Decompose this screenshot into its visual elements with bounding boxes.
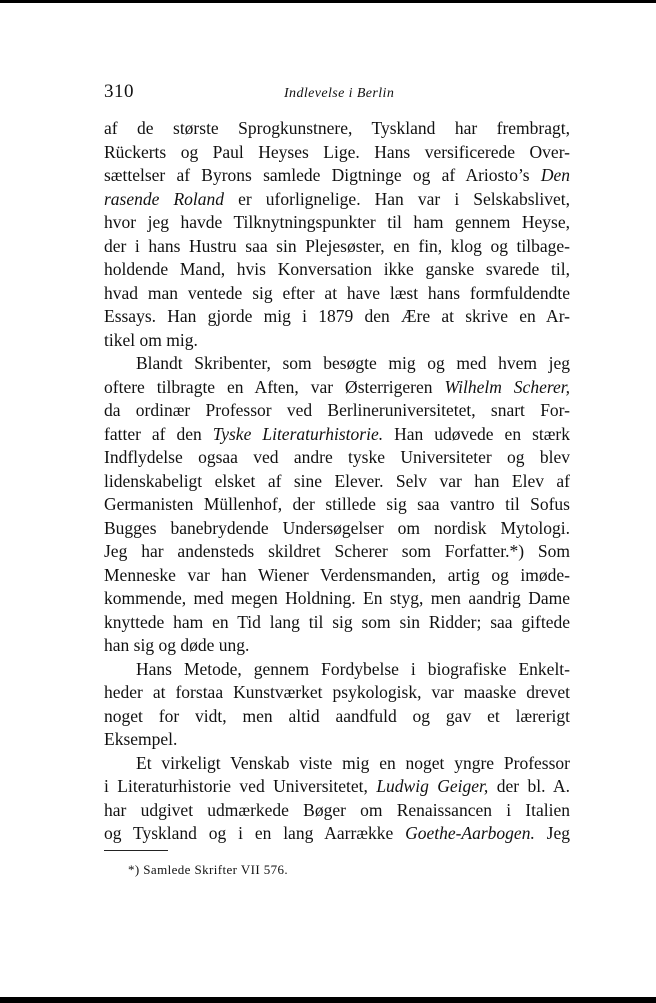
italic-title: Goethe-Aarbogen. [405, 823, 535, 843]
text-segment: har udgivet udmærkede Bøger om Renaissancen i Italien [104, 799, 570, 820]
text-segment: Bugges banebrydende Undersøgelser om nordisk Mytologi. [104, 517, 570, 538]
text-segment: af de største Sprogkunstnere, Tyskland har frembragt, [104, 118, 570, 138]
text-segment: der i hans Hustru saa sin Plejesøster, en fin, klog og tilbage- [104, 235, 570, 256]
text-line [104, 540, 570, 564]
text-line [104, 587, 570, 611]
page-number: 310 [104, 81, 134, 102]
text-segment: Eksempel. [104, 729, 178, 749]
text-segment: Indflydelse ogsaa ved andre tyske Universiteter og blev [104, 447, 570, 467]
text-line [104, 399, 570, 423]
text-line [104, 211, 570, 235]
text-line [104, 752, 570, 776]
footnote: *) Samlede Skrifter VII 576. [128, 862, 289, 877]
text-line [104, 799, 570, 823]
footnote-rule [104, 850, 168, 851]
text-line [104, 564, 570, 588]
text-line [104, 352, 570, 376]
text-segment: han sig og døde ung. [104, 635, 250, 655]
text-segment: tikel om mig. [104, 329, 198, 350]
text-segment: og Tyskland og i en lang Aarrække [104, 823, 406, 843]
text-segment: Et virkeligt Venskab viste mig en noget yngre Professor [136, 752, 570, 773]
text-segment: Han udøvede en stærk [383, 423, 570, 444]
text-line [104, 117, 570, 141]
text-segment: holdende Mand, hvis Konversation ikke ganske svarede til, [104, 259, 570, 279]
text-segment: hvor jeg havde Tilknytningspunkter til ham gennem Heyse, [104, 212, 570, 232]
text-segment: er uforlignelige. Han var i Selskabslivet, [224, 188, 570, 209]
text-line [104, 470, 570, 494]
text-line [104, 423, 570, 447]
text-segment: oftere tilbragte en Aften, var Østerrigeren [104, 376, 445, 397]
text-segment: Hans Metode, gennem Fordybelse i biografiske Enkelt- [136, 658, 570, 679]
text-line [104, 305, 570, 329]
text-line [104, 728, 570, 752]
italic-title: Tyske Literaturhistorie. [212, 423, 384, 444]
text-line [104, 681, 570, 705]
text-segment: knyttede ham en Tid lang til sig som sin Ridder; saa giftede [104, 611, 570, 632]
text-line [104, 634, 570, 658]
body-text [104, 117, 570, 846]
text-line [104, 188, 570, 212]
text-line [104, 235, 570, 259]
text-segment: hvad man ventede sig efter at have læst hans formfuldendte [104, 282, 570, 303]
text-line [104, 141, 570, 165]
text-segment: kommende, med megen Holdning. En styg, men aandrig Dame [104, 588, 570, 608]
text-segment: heder at forstaa Kunstværket psykologisk, var maaske drevet [104, 682, 570, 702]
text-line [104, 164, 570, 188]
text-line [104, 493, 570, 517]
text-line [104, 611, 570, 635]
text-segment: der bl. A. [488, 776, 570, 796]
text-line [104, 658, 570, 682]
text-segment: Essays. Han gjorde mig i 1879 den Ære at skrive en Ar- [104, 306, 570, 326]
text-segment: i Literaturhistorie ved Universitetet, [104, 776, 377, 796]
text-line [104, 446, 570, 470]
italic-title: Den [540, 165, 570, 185]
italic-title: Wilhelm Scherer, [444, 376, 571, 397]
text-segment: Jeg [534, 823, 571, 843]
text-line [104, 775, 570, 799]
text-line [104, 258, 570, 282]
text-segment: Rückerts og Paul Heyses Lige. Hans versificerede Over- [104, 141, 570, 162]
text-segment: Blandt Skribenter, som besøgte mig og med hvem jeg [136, 353, 570, 373]
text-line [104, 282, 570, 306]
text-segment: sættelser af Byrons samlede Digtninge og af Ariosto’s [104, 165, 541, 185]
page-top-edge [0, 0, 656, 3]
text-line [104, 705, 570, 729]
text-segment: lidenskabeligt elsket af sine Elever. Selv var han Elev af [104, 470, 570, 491]
text-line [104, 376, 570, 400]
text-line [104, 517, 570, 541]
running-head: Indlevelse i Berlin [284, 86, 395, 101]
text-segment: fatter af den [104, 423, 213, 444]
text-line [104, 822, 570, 846]
text-segment: Menneske var han Wiener Verdensmanden, artig og imøde- [104, 564, 570, 585]
text-segment: noget for vidt, men altid aandfuld og gav et lærerigt [104, 705, 570, 726]
text-line [104, 329, 570, 353]
italic-title: rasende Roland [104, 188, 225, 209]
text-segment: Germanisten Müllenhof, der stillede sig saa vantro til Sofus [104, 494, 570, 514]
italic-title: Ludwig Geiger, [376, 776, 489, 796]
text-segment: da ordinær Professor ved Berlineruniversitetet, snart For- [104, 400, 570, 420]
page-bottom-edge [0, 997, 656, 1003]
text-segment: Jeg har andensteds skildret Scherer som Forfatter.*) Som [104, 541, 570, 561]
